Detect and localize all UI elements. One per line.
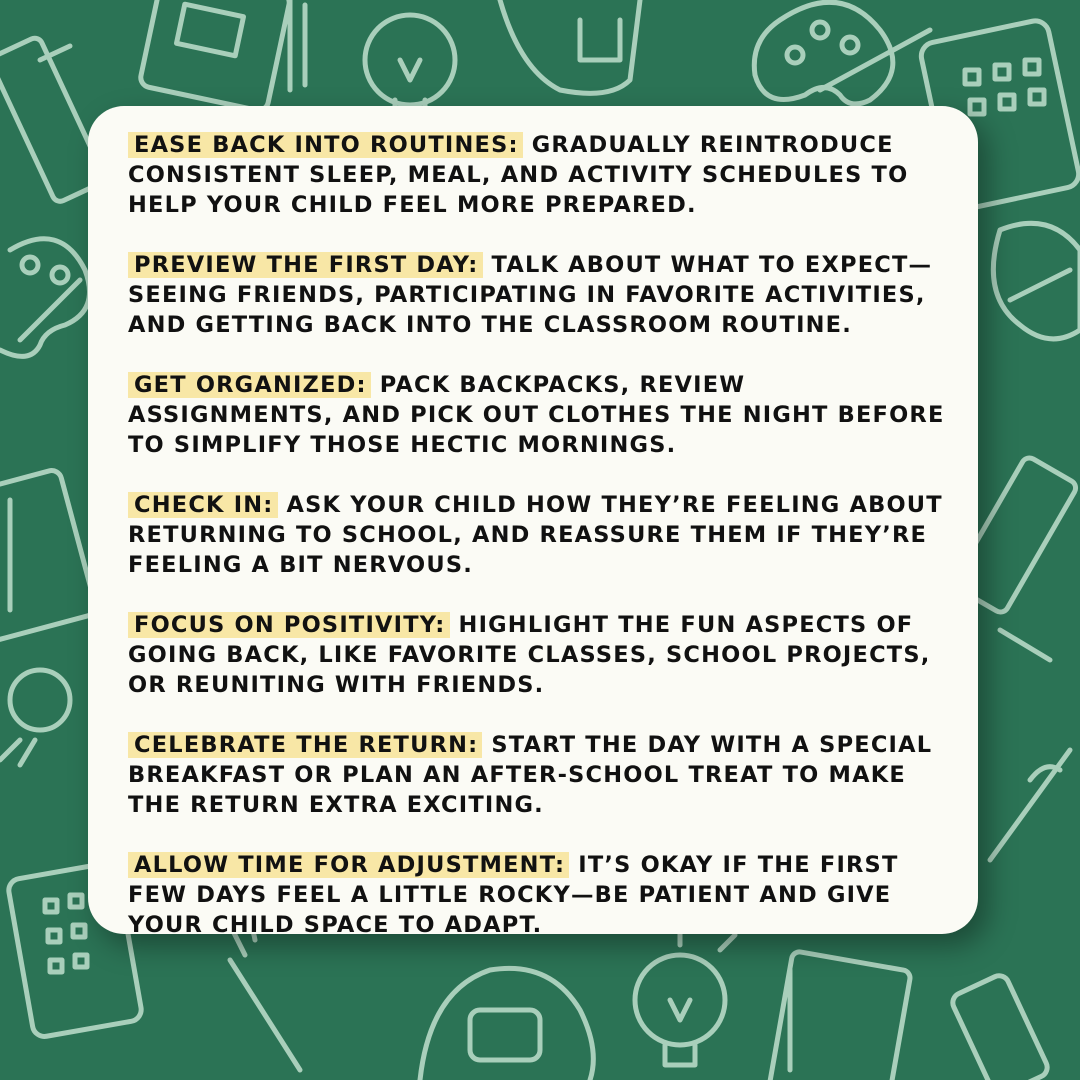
light-bulb-icon — [635, 925, 735, 1065]
tip-heading: PREVIEW THE FIRST DAY: — [128, 252, 483, 278]
paint-palette-icon — [0, 239, 90, 357]
notebook-icon — [0, 468, 98, 641]
tip-focus-positivity — [128, 610, 952, 700]
tip-heading: FOCUS ON POSITIVITY: — [128, 612, 450, 638]
tip-preview-first-day — [128, 250, 952, 340]
tip-body: IT’S OKAY IF THE FIRST FEW DAYS FEEL A LITTLE ROCKY—BE PATIENT AND GIVE YOUR CHILD SPACE TO ADAPT. — [128, 852, 899, 938]
paint-palette-icon — [754, 2, 930, 104]
tip-celebrate-return — [128, 730, 952, 820]
tip-heading: CELEBRATE THE RETURN: — [128, 732, 482, 758]
notebook-icon — [139, 0, 305, 112]
tip-body: HIGHLIGHT THE FUN ASPECTS OF GOING BACK, LIKE FAVORITE CLASSES, SCHOOL PROJECTS, OR REUNITING WITH FRIENDS. — [128, 612, 931, 698]
backpack-icon — [420, 968, 593, 1080]
tips-card — [88, 106, 978, 938]
tip-body: PACK BACKPACKS, REVIEW ASSIGNMENTS, AND PICK OUT CLOTHES THE NIGHT BEFORE TO SIMPLIFY THOSE HECTIC MORNINGS. — [128, 372, 945, 458]
paint-palette-icon — [993, 223, 1080, 339]
tip-body: GRADUALLY REINTRODUCE CONSISTENT SLEEP, MEAL, AND ACTIVITY SCHEDULES TO HELP YOUR CHILD FEEL MORE PREPARED. — [128, 132, 909, 218]
tip-body: ASK YOUR CHILD HOW THEY’RE FEELING ABOUT RETURNING TO SCHOOL, AND REASSURE THEM IF THEY’RE FEELING A BIT NERVOUS. — [128, 492, 943, 578]
tip-heading: CHECK IN: — [128, 492, 278, 518]
light-bulb-icon — [365, 15, 455, 120]
tip-check-in — [128, 490, 952, 580]
tip-heading: EASE BACK INTO ROUTINES: — [128, 132, 523, 158]
tip-allow-adjustment — [128, 850, 952, 940]
tip-body: TALK ABOUT WHAT TO EXPECT—SEEING FRIENDS, PARTICIPATING IN FAVORITE ACTIVITIES, AND GETTING BACK INTO THE CLASSROOM ROUTINE. — [128, 252, 933, 338]
tip-heading: ALLOW TIME FOR ADJUSTMENT: — [128, 852, 569, 878]
tip-ease-back — [128, 130, 952, 220]
backpack-icon — [500, 0, 640, 93]
pencil-icon — [950, 972, 1051, 1080]
tip-body: START THE DAY WITH A SPECIAL BREAKFAST OR PLAN AN AFTER-SCHOOL TREAT TO MAKE THE RETURN EXTRA EXCITING. — [128, 732, 933, 818]
light-bulb-icon — [0, 670, 70, 765]
tip-get-organized — [128, 370, 952, 460]
paintbrush-icon — [990, 750, 1070, 860]
tip-heading: GET ORGANIZED: — [128, 372, 371, 398]
notebook-icon — [769, 951, 911, 1080]
